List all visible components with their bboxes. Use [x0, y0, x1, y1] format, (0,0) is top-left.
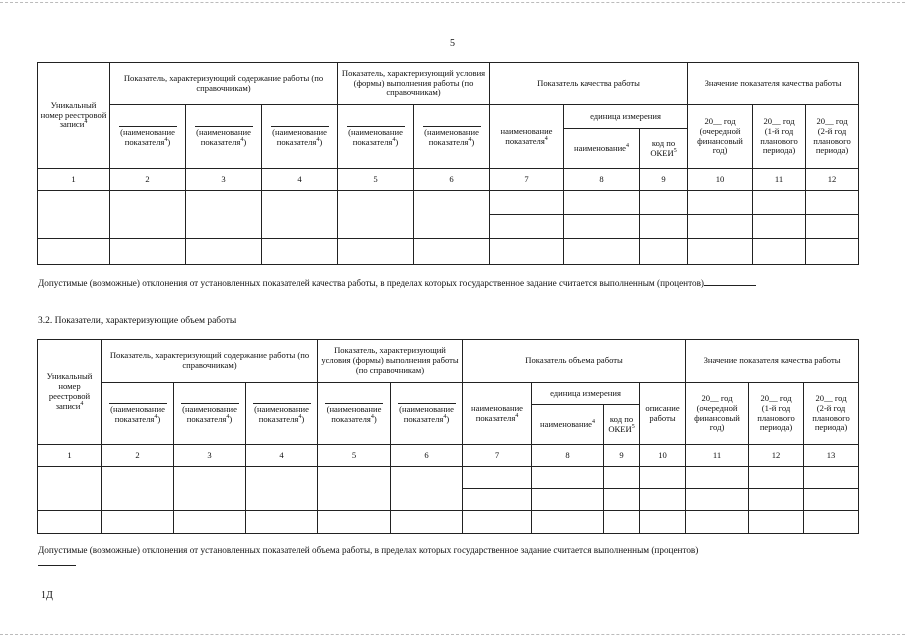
conditions-indicator-header: Показатель, характеризующий условия (формы) выполнения работы (по справочникам) — [338, 63, 490, 105]
indicator-name-field: (наименование показателя$^4$) — [262, 105, 338, 169]
content-indicator-header: Показатель, характеризующий содержание работы (по справочникам) — [110, 63, 338, 105]
table-cell — [338, 239, 414, 265]
col-number: 9 — [604, 445, 640, 467]
scan-top-edge — [0, 2, 905, 3]
quality-value-header: Значение показателя качества работы — [686, 340, 859, 383]
table-cell — [38, 511, 102, 534]
unit-name-header: наименование$^4$ — [564, 129, 640, 169]
col-number: 8 — [564, 169, 640, 191]
indicator-name-field: (наименование показателя$^4$) — [338, 105, 414, 169]
indicator-name-field: (наименование показателя$^4$) — [102, 383, 174, 445]
table-cell — [753, 191, 806, 215]
table-cell — [246, 467, 318, 511]
col-number: 11 — [753, 169, 806, 191]
quality-indicator-header: Показатель качества работы — [490, 63, 688, 105]
table-cell — [102, 511, 174, 534]
indicator-name-field: (наименование показателя$^4$) — [186, 105, 262, 169]
col-number: 3 — [186, 169, 262, 191]
table-cell — [564, 215, 640, 239]
quality-name-header: наименование показателя$^4$ — [490, 105, 564, 169]
section-heading: 3.2. Показатели, характеризующие объем работы — [38, 316, 237, 326]
col-number: 6 — [414, 169, 490, 191]
table-cell — [414, 191, 490, 239]
table-cell — [463, 511, 532, 534]
table-cell — [174, 467, 246, 511]
percent-fill-line — [38, 557, 76, 566]
table-cell — [753, 215, 806, 239]
table-cell — [532, 511, 604, 534]
col-number: 1 — [38, 169, 110, 191]
table-cell — [38, 191, 110, 239]
indicator-name-field: (наименование показателя$^4$) — [246, 383, 318, 445]
table-cell — [804, 511, 859, 534]
indicator-name-field: (наименование показателя$^4$) — [318, 383, 391, 445]
col-number: 9 — [640, 169, 688, 191]
column-number-row — [38, 445, 859, 467]
table-cell — [604, 467, 640, 489]
table-cell — [806, 215, 859, 239]
percent-fill-line — [704, 277, 756, 286]
table-cell — [463, 489, 532, 511]
table-cell — [749, 489, 804, 511]
table-cell — [532, 467, 604, 489]
col-number: 13 — [804, 445, 859, 467]
table-cell — [688, 191, 753, 215]
indicator-name-field: (наименование показателя$^4$) — [110, 105, 186, 169]
volume-indicators-table — [37, 339, 859, 534]
col-number: 4 — [246, 445, 318, 467]
year-plan2-header: 20__ год (2-й год планового периода) — [806, 105, 859, 169]
col-number: 2 — [110, 169, 186, 191]
table-cell — [38, 467, 102, 511]
quality-value-header: Значение показателя качества работы — [688, 63, 859, 105]
table-cell — [640, 215, 688, 239]
table-cell — [753, 239, 806, 265]
data-row — [38, 239, 859, 265]
table-cell — [688, 239, 753, 265]
indicator-name-field: (наименование показателя$^4$) — [414, 105, 490, 169]
unit-name-header: наименование$^4$ — [532, 405, 604, 445]
col-number: 11 — [686, 445, 749, 467]
data-row — [38, 191, 859, 215]
subheader-row — [38, 105, 859, 129]
table-cell — [318, 511, 391, 534]
table-cell — [686, 489, 749, 511]
col-number: 3 — [174, 445, 246, 467]
table-cell — [38, 239, 110, 265]
col-number: 4 — [262, 169, 338, 191]
data-row — [38, 467, 859, 489]
bottom-mark: 1Д — [41, 590, 53, 601]
header-row — [38, 340, 859, 383]
table-cell — [262, 239, 338, 265]
table-cell — [640, 191, 688, 215]
year-plan2-header: 20__ год (2-й год планового периода) — [804, 383, 859, 445]
table-cell — [490, 239, 564, 265]
table-cell — [414, 239, 490, 265]
conditions-indicator-header: Показатель, характеризующий условия (формы) выполнения работы (по справочникам) — [318, 340, 463, 383]
table-cell — [806, 191, 859, 215]
table-cell — [564, 239, 640, 265]
year-current-header: 20__ год (очередной финансовый год) — [686, 383, 749, 445]
col-number: 12 — [749, 445, 804, 467]
col-number: 12 — [806, 169, 859, 191]
okei-header: код по ОКЕИ$^5$ — [604, 405, 640, 445]
col-number: 2 — [102, 445, 174, 467]
content-indicator-header: Показатель, характеризующий содержание работы (по справочникам) — [102, 340, 318, 383]
table-cell — [688, 215, 753, 239]
year-current-header: 20__ год (очередной финансовый год) — [688, 105, 753, 169]
unique-record-header: Уникальный номер реестровой записи$^4$ — [38, 340, 102, 445]
col-number: 8 — [532, 445, 604, 467]
table-cell — [749, 511, 804, 534]
table-cell — [186, 191, 262, 239]
table-cell — [532, 489, 604, 511]
table-cell — [391, 511, 463, 534]
column-number-row — [38, 169, 859, 191]
table-cell — [186, 239, 262, 265]
table-cell — [102, 467, 174, 511]
table-cell — [686, 511, 749, 534]
description-header: описание работы — [640, 383, 686, 445]
col-number: 7 — [463, 445, 532, 467]
page-number: 5 — [450, 38, 455, 49]
table-cell — [804, 489, 859, 511]
col-number: 10 — [640, 445, 686, 467]
table-cell — [640, 467, 686, 489]
table-cell — [640, 239, 688, 265]
unique-record-header: Уникальный номер реестровой записи$^4$ — [38, 63, 110, 169]
header-row — [38, 63, 859, 105]
table-cell — [564, 191, 640, 215]
table-cell — [804, 467, 859, 489]
unit-header: единица измерения — [564, 105, 688, 129]
data-row — [38, 511, 859, 534]
indicator-name-field: (наименование показателя$^4$) — [391, 383, 463, 445]
table-cell — [110, 239, 186, 265]
table-cell — [806, 239, 859, 265]
volume-deviation-note: Допустимые (возможные) отклонения от установленных показателей объема работы, в пределах которых государственное задание считается выполненным (процентов) — [38, 545, 858, 570]
year-plan1-header: 20__ год (1-й год планового периода) — [749, 383, 804, 445]
indicator-name-field: (наименование показателя$^4$) — [174, 383, 246, 445]
volume-indicator-header: Показатель объема работы — [463, 340, 686, 383]
col-number: 1 — [38, 445, 102, 467]
table-cell — [686, 467, 749, 489]
table-cell — [490, 191, 564, 215]
okei-header: код по ОКЕИ$^5$ — [640, 129, 688, 169]
table-cell — [391, 467, 463, 511]
table-cell — [174, 511, 246, 534]
quality-indicators-table — [37, 62, 859, 265]
col-number: 10 — [688, 169, 753, 191]
table-cell — [246, 511, 318, 534]
table-cell — [604, 511, 640, 534]
table-cell — [262, 191, 338, 239]
col-number: 7 — [490, 169, 564, 191]
table-cell — [463, 467, 532, 489]
table-cell — [110, 191, 186, 239]
subheader-row — [38, 383, 859, 405]
unit-header: единица измерения — [532, 383, 640, 405]
table-cell — [318, 467, 391, 511]
table-cell — [338, 191, 414, 239]
col-number: 6 — [391, 445, 463, 467]
year-plan1-header: 20__ год (1-й год планового периода) — [753, 105, 806, 169]
scan-bottom-edge — [0, 634, 905, 635]
table-cell — [749, 467, 804, 489]
col-number: 5 — [318, 445, 391, 467]
table-cell — [640, 489, 686, 511]
table-cell — [604, 489, 640, 511]
table-cell — [640, 511, 686, 534]
col-number: 5 — [338, 169, 414, 191]
volume-name-header: наименование показателя$^4$ — [463, 383, 532, 445]
quality-deviation-note: Допустимые (возможные) отклонения от установленных показателей качества работы, в пределах которых государственное задание считается выполненным (процентов) — [38, 277, 858, 290]
table-cell — [490, 215, 564, 239]
